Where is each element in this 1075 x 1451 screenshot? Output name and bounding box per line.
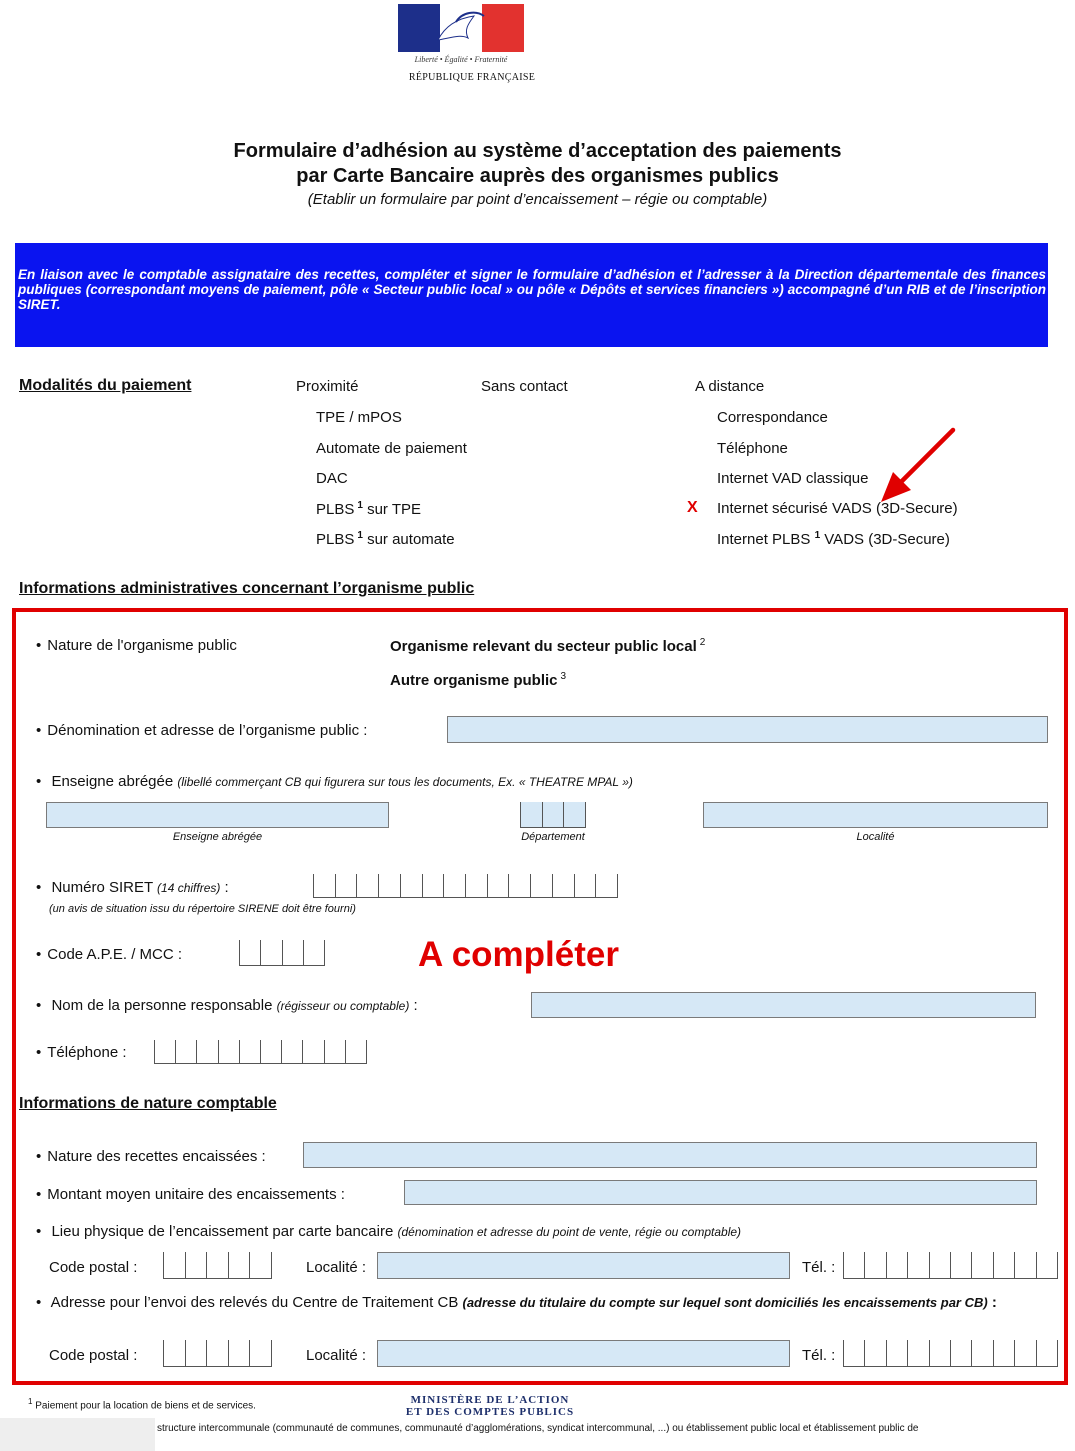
internet-plbs-sup: 1 [814,530,821,541]
departement-cells[interactable] [520,802,586,828]
option-tpe[interactable]: TPE / mPOS [316,409,402,426]
option-local-label: Organisme relevant du secteur public local [390,638,697,655]
lieu-label-line [36,1223,741,1240]
phone-label: • Téléphone : [36,1044,127,1061]
enseigne-input[interactable] [46,802,389,828]
denomination-label: • Dénomination et adresse de l’organisme public : [36,722,367,739]
footnote-2: structure intercommunale (communauté de communes, communauté d’agglomérations, syndicat intercommunal, ...) ou établissement public local et établissement public de [157,1423,919,1434]
ministry-line2: ET DES COMPTES PUBLICS [405,1406,575,1418]
plbs-auto-prefix: PLBS [316,531,355,548]
option-dac[interactable]: DAC [316,470,348,487]
nature-label: • Nature de l'organisme public [36,637,237,654]
option-plbs-automate[interactable] [316,530,455,548]
option-local-sup: 2 [699,637,706,648]
lieu-hint: (dénomination et adresse du point de vente, régie ou comptable) [397,1225,742,1239]
republic-name: RÉPUBLIQUE FRANÇAISE [408,72,536,83]
localite-input-1[interactable] [377,1252,790,1279]
plbs-tpe-sup: 1 [357,500,363,511]
accounting-heading: Informations de nature comptable [19,1095,277,1112]
option-local[interactable] [390,637,705,655]
option-plbs-tpe[interactable] [316,500,421,518]
cp-label-1: Code postal : [49,1259,138,1276]
option-internet-plbs[interactable] [717,530,950,548]
internet-plbs-prefix: Internet PLBS [717,531,815,548]
cp-cells-1[interactable] [163,1252,272,1279]
cp-label-2: Code postal : [49,1347,138,1364]
localite-input-2[interactable] [377,1340,790,1367]
localite-label-1: Localité : [306,1259,367,1276]
instruction-text: En liaison avec le comptable assignataire des recettes, compléter et signer le formulaire d’adhésion et l’adresser à la Direction départementale des finances publiques (correspondant moyens de paiement, pôle « Secteur public local » ou pôle « Dépôts et services financiers ») accompagné d’un RIB et de l’inscription SIRET. [18,267,1046,312]
a-completer-stamp: A compléter [418,935,619,974]
phone-cells[interactable] [154,1040,367,1064]
ape-label: • Code A.P.E. / MCC : [36,946,182,963]
montant-input[interactable] [404,1180,1037,1205]
republic-logo [398,4,524,54]
enseigne-hint: (libellé commerçant CB qui figurera sur tous les documents, Ex. « THEATRE MPAL ») [177,775,633,789]
internet-plbs-suffix: VADS (3D-Secure) [820,531,950,548]
option-automate[interactable]: Automate de paiement [316,440,467,457]
lieu-label: Lieu physique de l’encaissement par carte bancaire [51,1223,394,1240]
siret-label-line [36,879,229,896]
plbs-auto-sup: 1 [357,530,363,541]
option-vads[interactable]: Internet sécurisé VADS (3D-Secure) [717,500,958,517]
form-title-line1: Formulaire d’adhésion au système d’acceptation des paiements [233,140,842,162]
recettes-input[interactable] [303,1142,1037,1168]
footnote-1-text: Paiement pour la location de biens et de services. [35,1400,256,1412]
responsable-label-line [36,997,418,1014]
enseigne-label-line [36,773,633,790]
option-vad-classique[interactable]: Internet VAD classique [717,470,869,487]
footnote-1 [28,1397,256,1411]
plbs-tpe-prefix: PLBS [316,501,355,518]
departement-caption: Département [521,831,585,843]
tel-label-2: Tél. : [802,1347,836,1364]
selected-mark: X [687,499,698,516]
siret-colon: : [220,879,229,896]
siret-note: (un avis de situation issu du répertoire SIRENE doit être fourni) [49,903,356,915]
siret-hint: (14 chiffres) [157,881,221,895]
cp-cells-2[interactable] [163,1340,272,1367]
tel-label-1: Tél. : [802,1259,836,1276]
plbs-tpe-suffix: sur TPE [362,501,421,518]
remote-label: A distance [695,378,765,395]
instruction-banner [15,243,1048,347]
form-subtitle: (Etablir un formulaire par point d’encaissement – régie ou comptable) [307,191,768,208]
motto: Liberté • Égalité • Fraternité [414,55,508,64]
denomination-input[interactable] [447,716,1048,743]
tel-cells-2[interactable] [843,1340,1058,1367]
responsable-label: Nom de la personne responsable [51,997,273,1014]
option-telephone[interactable]: Téléphone [717,440,788,457]
plbs-auto-suffix: sur automate [362,531,455,548]
contactless-label: Sans contact [481,378,568,395]
localite-caption: Localité [856,831,895,843]
red-arrow-icon [875,422,965,512]
montant-label: • Montant moyen unitaire des encaissements : [36,1186,345,1203]
enseigne-label: Enseigne abrégée [51,773,174,790]
ministry-line1: MINISTÈRE DE L’ACTION [410,1394,570,1406]
adresse-colon: : [987,1294,997,1311]
footer-grey-block [0,1418,155,1451]
option-other-label: Autre organisme public [390,672,558,689]
ape-cells[interactable] [239,940,325,966]
option-other-sup: 3 [560,671,567,682]
adresse-label: Adresse pour l’envoi des relevés du Centre de Traitement CB [50,1294,459,1311]
siret-label: Numéro SIRET [51,879,153,896]
enseigne-caption: Enseigne abrégée [172,831,263,843]
responsable-input[interactable] [531,992,1036,1018]
tel-cells-1[interactable] [843,1252,1058,1279]
proximity-label: Proximité [296,378,359,395]
localite-label-2: Localité : [306,1347,367,1364]
marianne-icon [398,4,524,52]
recettes-label: • Nature des recettes encaissées : [36,1148,266,1165]
form-title-line2: par Carte Bancaire auprès des organismes publics [296,165,779,187]
adresse-hint: (adresse du titulaire du compte sur lequel sont domiciliés les encaissements par CB) [462,1295,988,1310]
option-correspondance[interactable]: Correspondance [717,409,828,426]
responsable-hint: (régisseur ou comptable) [276,999,410,1013]
siret-cells[interactable] [313,874,618,898]
responsable-colon: : [409,997,418,1014]
footnote-1-sup: 1 [28,1397,33,1406]
admin-heading: Informations administratives concernant l’organisme public [19,580,475,597]
adresse-label-line [36,1293,1056,1312]
option-other[interactable] [390,671,566,689]
payment-heading: Modalités du paiement [19,377,192,394]
localite-input[interactable] [703,802,1048,828]
